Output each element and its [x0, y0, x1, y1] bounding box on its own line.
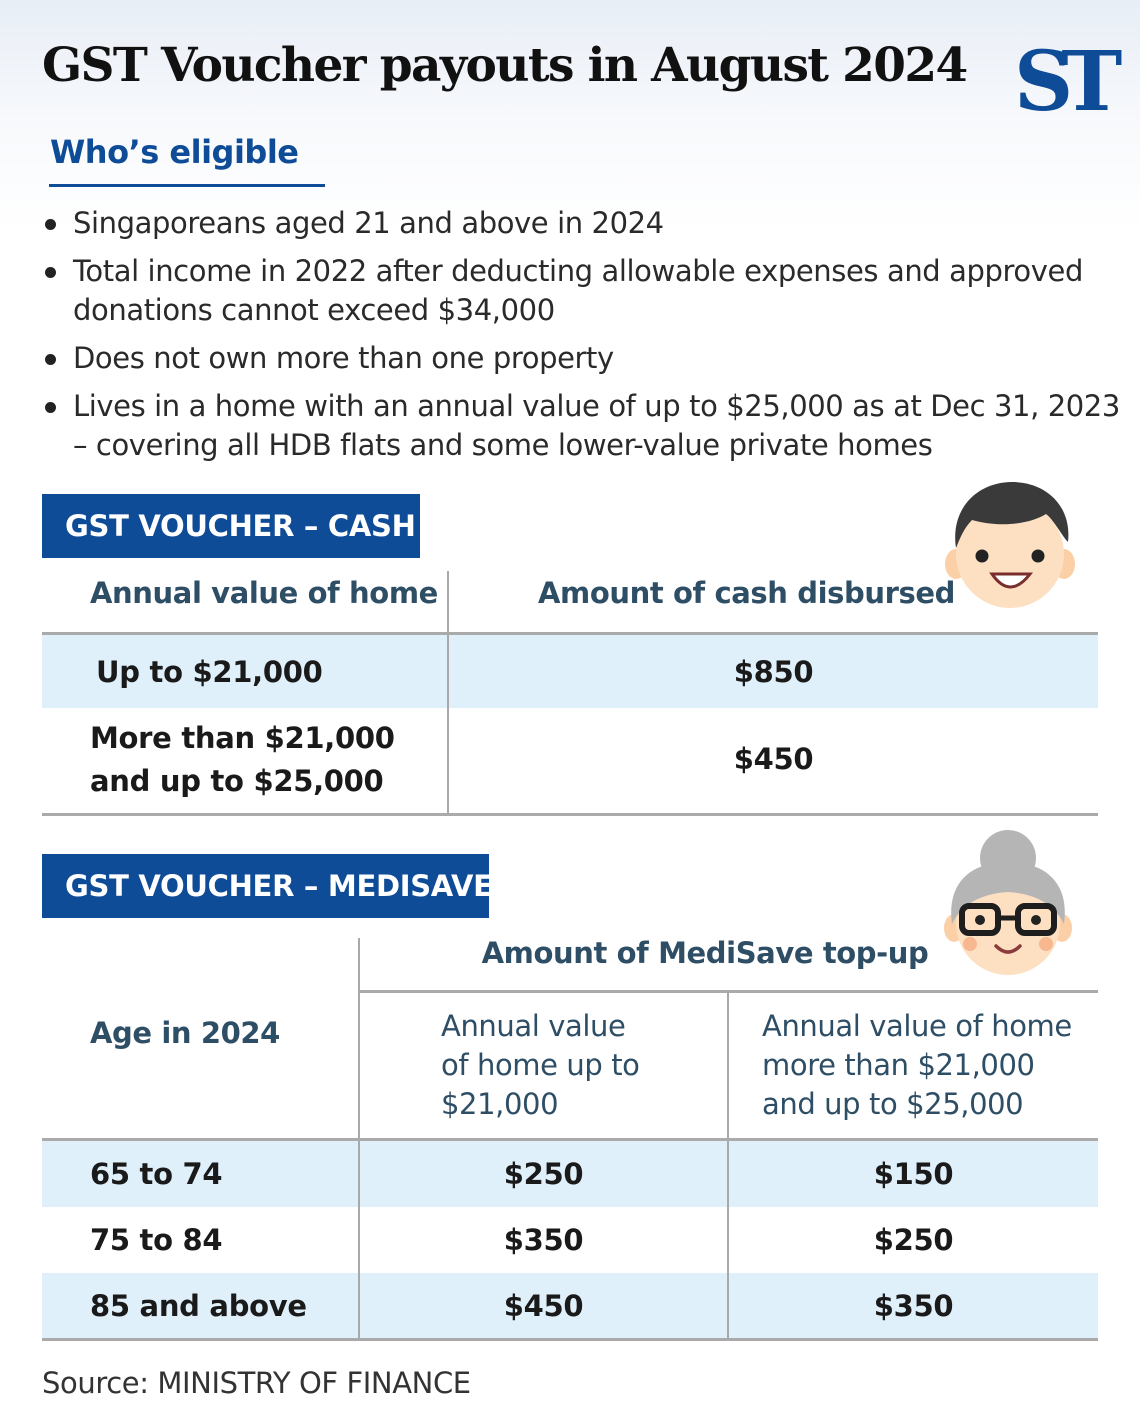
source-note: Source: MINISTRY OF FINANCE: [42, 1366, 471, 1400]
topup-low-cell: $350: [503, 1223, 584, 1257]
eligibility-heading: Who’s eligible: [50, 133, 299, 171]
cash-col-home-value: Annual value of home: [90, 576, 438, 610]
st-logo: [1014, 34, 1111, 130]
cash-row2-amount: $450: [733, 742, 814, 776]
topup-high-cell: $150: [873, 1157, 954, 1191]
cash-row2-home-value-line2: and up to $25,000: [90, 764, 384, 798]
medisave-section-label: GST VOUCHER – MEDISAVE: [42, 854, 489, 918]
criterion-age: Singaporeans aged 21 and above in 2024: [42, 204, 1122, 243]
criterion-property: Does not own more than one property: [42, 339, 1122, 378]
age-cell: 85 and above: [90, 1289, 307, 1323]
man-face-icon: [942, 478, 1078, 618]
cash-col-amount: Amount of cash disbursed: [538, 576, 955, 610]
medisave-group-header: Amount of MediSave top-up: [481, 936, 929, 970]
heading-underline: [49, 184, 325, 187]
criterion-income: Total income in 2022 after deducting allowable expenses and approved donations cannot exceed $34,000: [42, 252, 1122, 330]
cash-row1-home-value: Up to $21,000: [96, 655, 323, 689]
age-cell: 75 to 84: [90, 1223, 223, 1257]
page-title: GST Voucher payouts in August 2024: [42, 38, 967, 93]
cash-row2-home-value-line1: More than $21,000: [90, 721, 395, 755]
criterion-home-value: Lives in a home with an annual value of up to $25,000 as at Dec 31, 2023 – covering all HDB flats and some lower-value private homes: [42, 387, 1122, 465]
age-cell: 65 to 74: [90, 1157, 223, 1191]
cash-row1-amount: $850: [733, 655, 814, 689]
logo-text: ST: [1014, 34, 1111, 130]
table-rule: [42, 813, 1098, 816]
medisave-subheader-low: Annual value of home up to $21,000: [441, 1009, 640, 1121]
eligibility-list: [42, 204, 1122, 474]
table-rule: [42, 1338, 1098, 1341]
medisave-subheader-high: Annual value of home more than $21,000 and up to $25,000: [762, 1009, 1072, 1121]
medisave-col-age: Age in 2024: [90, 1016, 280, 1050]
topup-low-cell: $250: [503, 1157, 584, 1191]
cash-section-label: GST VOUCHER – CASH: [42, 494, 420, 558]
topup-high-cell: $250: [873, 1223, 954, 1257]
topup-high-cell: $350: [873, 1289, 954, 1323]
topup-low-cell: $450: [503, 1289, 584, 1323]
